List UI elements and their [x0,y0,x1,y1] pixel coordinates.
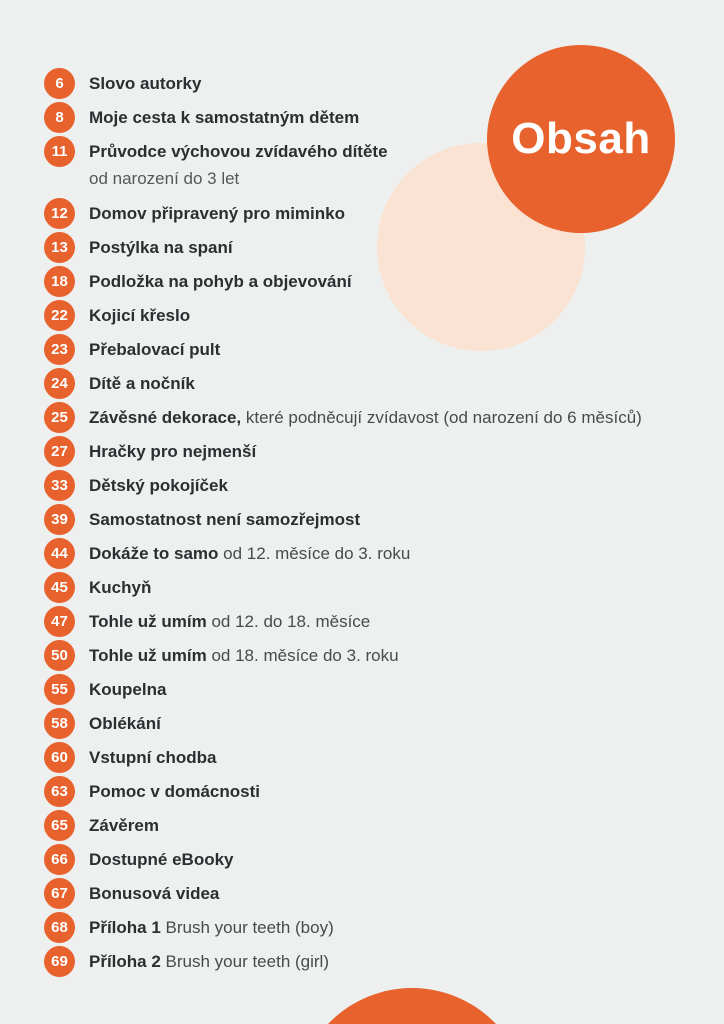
toc-entry [44,572,704,603]
toc-entry-detail: které podněcují zvídavost (od narození do 6 měsíců) [241,408,642,427]
toc-entry [44,436,704,467]
toc-entry-text [89,334,220,365]
toc-entry-text [89,300,190,331]
toc-entry [44,368,704,399]
toc-entry [44,844,704,875]
page-number-badge: 23 [44,334,75,365]
toc-entry-text [89,776,260,807]
toc-entry-text [89,674,166,705]
page-number-badge: 67 [44,878,75,909]
toc-entry-title: Domov připravený pro miminko [89,204,345,223]
toc-entry-text [89,102,359,133]
toc-entry [44,402,704,433]
toc-entry-title: Příloha 2 [89,952,161,971]
page-number-badge: 63 [44,776,75,807]
toc-entry [44,300,704,331]
toc-entry-title: Závěsné dekorace, [89,408,242,427]
toc-entry-title: Závěrem [89,816,159,835]
toc-entry-text [89,470,228,501]
toc-entry-detail: od 12. měsíce do 3. roku [218,544,411,563]
toc-entry [44,538,704,569]
toc-entry-title: Dětský pokojíček [89,476,228,495]
toc-entry-title: Přebalovací pult [89,340,221,359]
toc-entry-title: Koupelna [89,680,167,699]
toc-entry-text [89,640,399,671]
toc-entry-text [89,844,234,875]
page-number-badge: 45 [44,572,75,603]
toc-entry-title: Dokáže to samo [89,544,219,563]
toc-entry [44,68,704,99]
table-of-contents [44,68,704,980]
toc-entry-text [89,708,161,739]
toc-entry-title: Tohle už umím [89,612,207,631]
toc-entry-title: Samostatnost není samozřejmost [89,510,361,529]
toc-entry-text [89,946,329,977]
page-number-badge: 66 [44,844,75,875]
toc-entry [44,742,704,773]
toc-entry [44,946,704,977]
toc-entry-detail: Brush your teeth (girl) [160,952,329,971]
toc-entry-detail: od 18. měsíce do 3. roku [206,646,399,665]
toc-entry-subtitle: od narození do 3 let [89,169,240,188]
page-title: Obsah [511,114,651,163]
toc-entry-text [89,742,217,773]
toc-entry-title: Příloha 1 [89,918,161,937]
toc-entry [44,776,704,807]
toc-entry-text [89,572,151,603]
toc-entry [44,136,704,195]
toc-entry [44,102,704,133]
page-number-badge: 55 [44,674,75,705]
toc-entry-text [89,198,345,229]
toc-entry-text [89,232,233,263]
page-number-badge: 25 [44,402,75,433]
toc-entry [44,810,704,841]
page-number-badge: 24 [44,368,75,399]
toc-entry [44,708,704,739]
page-number-badge: 44 [44,538,75,569]
page-number-badge: 13 [44,232,75,263]
toc-entry-title: Kuchyň [89,578,152,597]
toc-entry-text [89,606,370,637]
toc-entry-title: Pomoc v domácnosti [89,782,260,801]
page-number-badge: 27 [44,436,75,467]
toc-entry-title: Bonusová videa [89,884,220,903]
toc-entry-title: Moje cesta k samostatným dětem [89,108,360,127]
toc-entry-text [89,538,410,569]
page-number-badge: 33 [44,470,75,501]
page-number-badge: 18 [44,266,75,297]
toc-entry-text [89,878,219,909]
toc-entry-text [89,810,159,841]
page-number-badge: 58 [44,708,75,739]
page-number-badge: 60 [44,742,75,773]
page-number-badge: 12 [44,198,75,229]
page-number-badge: 22 [44,300,75,331]
page-number-badge: 65 [44,810,75,841]
toc-entry-text [89,68,201,99]
toc-entry-detail: od 12. do 18. měsíce [206,612,371,631]
page-number-badge: 8 [44,102,75,133]
toc-entry-text [89,136,388,195]
toc-entry-title: Vstupní chodba [89,748,217,767]
toc-entry [44,640,704,671]
toc-entry-title: Dítě a nočník [89,374,195,393]
toc-entry-title: Oblékání [89,714,161,733]
toc-entry [44,334,704,365]
page-number-badge: 47 [44,606,75,637]
toc-entry-title: Podložka na pohyb a objevování [89,272,352,291]
toc-entry [44,504,704,535]
toc-entry-title: Tohle už umím [89,646,207,665]
page-number-badge: 39 [44,504,75,535]
page-number-badge: 11 [44,136,75,167]
toc-entry [44,606,704,637]
toc-entry-title: Průvodce výchovou zvídavého dítěte [89,142,388,161]
toc-entry [44,198,704,229]
toc-entry [44,878,704,909]
toc-entry-title: Postýlka na spaní [89,238,233,257]
toc-entry-detail: Brush your teeth (boy) [160,918,334,937]
decorative-bottom-circle [296,988,528,1024]
page-number-badge: 50 [44,640,75,671]
toc-entry-text [89,368,195,399]
toc-entry-title: Dostupné eBooky [89,850,234,869]
toc-entry-title: Kojicí křeslo [89,306,191,325]
toc-entry [44,674,704,705]
toc-entry-text [89,504,360,535]
toc-entry-title: Hračky pro nejmenší [89,442,257,461]
toc-entry-text [89,402,642,433]
toc-entry-text [89,266,352,297]
toc-entry-text [89,912,334,943]
page-number-badge: 69 [44,946,75,977]
toc-entry [44,232,704,263]
toc-entry [44,912,704,943]
toc-entry [44,470,704,501]
toc-entry-title: Slovo autorky [89,74,202,93]
page-number-badge: 6 [44,68,75,99]
toc-entry-text [89,436,256,467]
toc-entry [44,266,704,297]
page-number-badge: 68 [44,912,75,943]
